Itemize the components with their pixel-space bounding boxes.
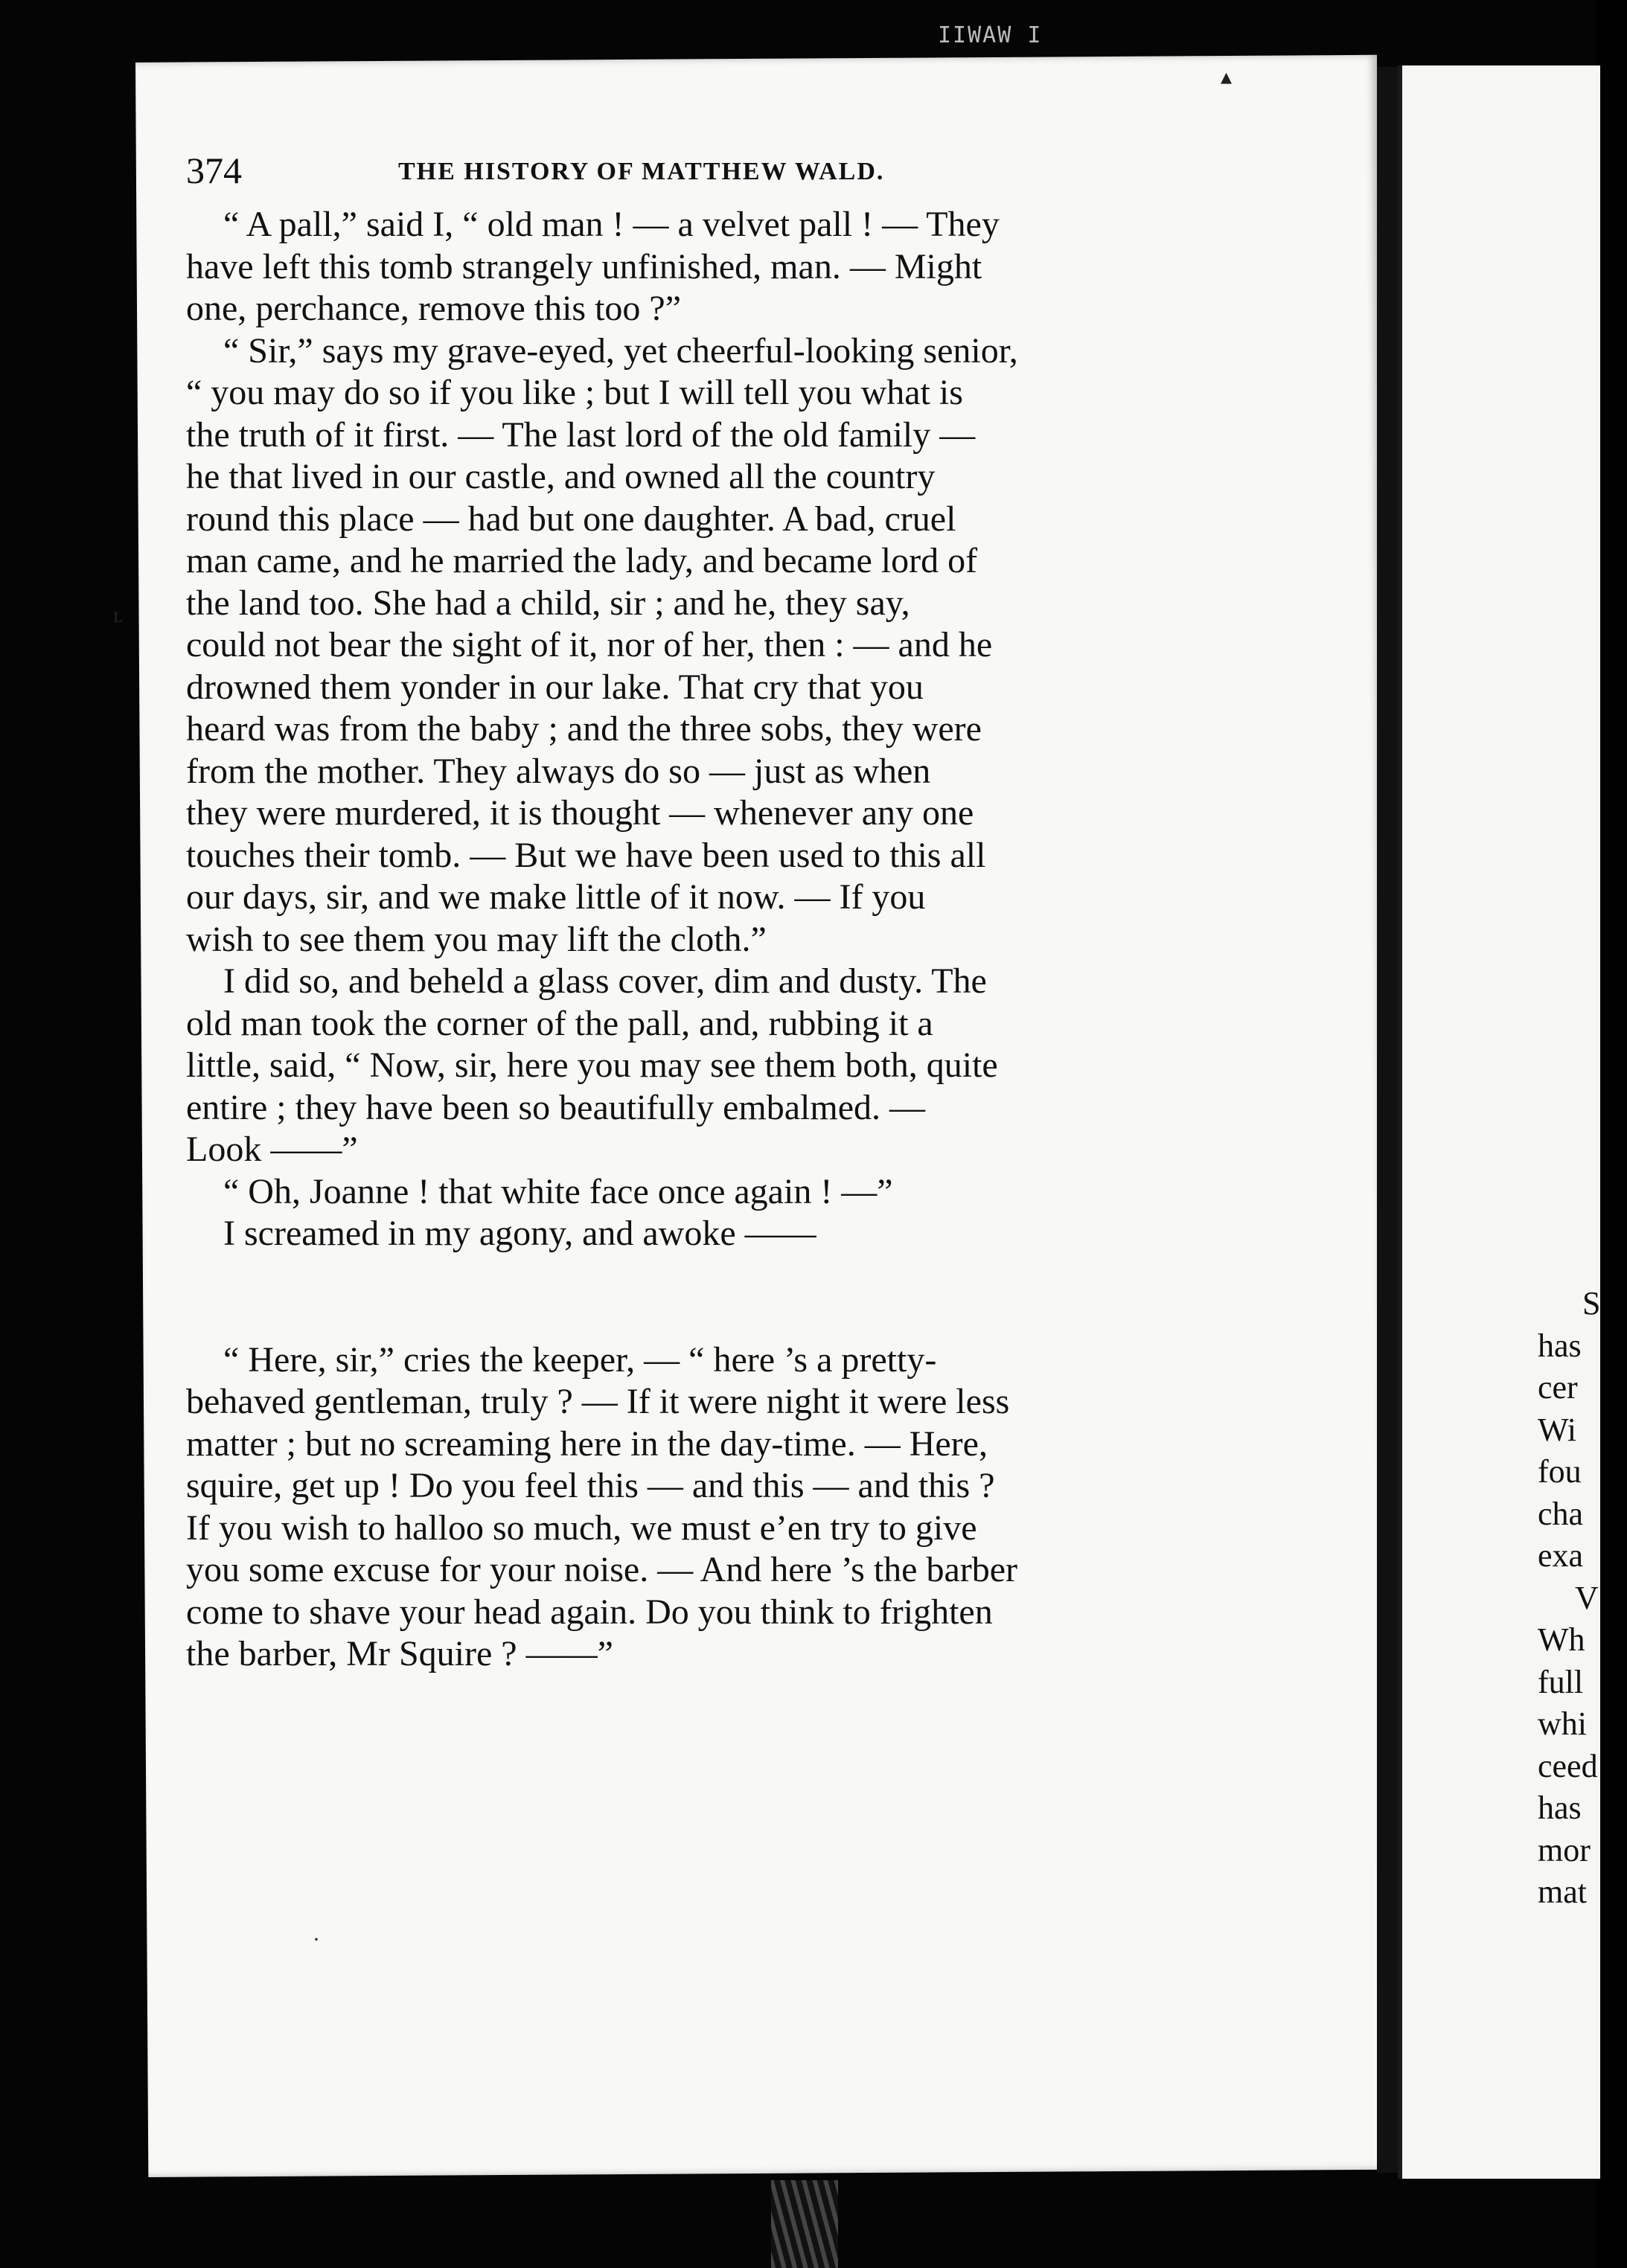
facing-fragment: mat [1538, 1874, 1587, 1910]
text-line: “ Here, sir,” cries the keeper, — “ here ’s a pretty- [223, 1339, 937, 1380]
text-line: he that lived in our castle, and owned all the country [186, 457, 936, 496]
text-line: man came, and he married the lady, and became lord of [186, 541, 978, 580]
facing-fragment: cer [1538, 1369, 1578, 1406]
text-line: I screamed in my agony, and awoke —— [223, 1214, 816, 1253]
binding-scrap [771, 2180, 838, 2268]
text-line: our days, sir, and we make little of it now. — If you [186, 877, 926, 917]
facing-fragment: cha [1538, 1495, 1584, 1532]
facing-fragment: ceed [1538, 1747, 1598, 1784]
text-line: the barber, Mr Squire ? ——” [186, 1634, 613, 1673]
margin-speck: · [313, 1927, 320, 1952]
facing-fragment: fou [1538, 1453, 1582, 1490]
section-break [186, 1255, 1258, 1339]
text-line: drowned them yonder in our lake. That cry that you [186, 667, 924, 707]
text-line: from the mother. They always do so — just as when [186, 751, 931, 791]
text-line: they were murdered, it is thought — whenever any one [186, 793, 974, 833]
facing-fragment: mor [1538, 1831, 1591, 1868]
text-line: “ Oh, Joanne ! that white face once again ! —” [223, 1171, 893, 1211]
top-scrap-text: IIWAW I [938, 22, 1043, 48]
gutter-shadow [1377, 67, 1399, 2173]
text-line: behaved gentleman, truly ? — If it were night it were less [186, 1382, 1010, 1421]
text-line: Look ——” [186, 1130, 358, 1169]
margin-speck: ▴ [1221, 65, 1233, 89]
text-line: heard was from the baby ; and the three sobs, they were [186, 709, 982, 749]
facing-fragment: exa [1538, 1537, 1584, 1574]
text-line: could not bear the sight of it, nor of her, then : — and he [186, 625, 993, 664]
facing-fragment: Wh [1538, 1621, 1585, 1658]
page-number: 374 [186, 150, 242, 191]
text-line: come to shave your head again. Do you think to frighten [186, 1592, 993, 1632]
facing-fragment: whi [1538, 1705, 1587, 1742]
facing-page-text [1538, 1283, 1627, 1914]
text-line: If you wish to halloo so much, we must e’en try to give [186, 1508, 977, 1548]
text-line: one, perchance, remove this too ?” [186, 289, 682, 328]
text-line: the truth of it first. — The last lord of the old family — [186, 414, 976, 455]
text-line: I did so, and beheld a glass cover, dim and dusty. The [223, 961, 987, 1001]
text-line: “ A pall,” said I, “ old man ! — a velvet pall ! — They [223, 205, 1000, 244]
facing-fragment: Wi [1538, 1411, 1576, 1448]
text-line: “ you may do so if you like ; but I will tell you what is [186, 373, 963, 412]
text-line: matter ; but no screaming here in the day-time. — Here, [186, 1423, 988, 1464]
running-title: THE HISTORY OF MATTHEW WALD. [398, 158, 885, 185]
text-line: squire, get up ! Do you feel this — and this — and this ? [186, 1466, 995, 1505]
text-line: “ Sir,” says my grave-eyed, yet cheerful-looking senior, [223, 330, 1018, 371]
text-line: wish to see them you may lift the cloth.” [186, 919, 767, 959]
text-line: little, said, “ Now, sir, here you may see them both, quite [186, 1045, 998, 1085]
page-body [186, 204, 1258, 1676]
text-line: the land too. She had a child, sir ; and he, they say, [186, 583, 910, 623]
text-line: entire ; they have been so beautifully embalmed. — [186, 1087, 925, 1127]
facing-fragment: V [1575, 1579, 1599, 1616]
facing-fragment: has [1538, 1790, 1582, 1826]
facing-fragment: has [1538, 1327, 1582, 1364]
facing-fragment: full [1538, 1663, 1584, 1700]
margin-speck: ʟ [113, 603, 123, 627]
text-line: round this place — had but one daughter. A bad, cruel [186, 499, 956, 539]
text-line: touches their tomb. — But we have been used to this all [186, 835, 986, 875]
text-line: have left this tomb strangely unfinished, man. — Might [186, 246, 982, 286]
running-header [186, 149, 1206, 208]
text-line: old man took the corner of the pall, and, rubbing it a [186, 1003, 933, 1043]
text-line: you some excuse for your noise. — And here ’s the barber [186, 1550, 1018, 1589]
facing-fragment: S [1582, 1285, 1601, 1322]
